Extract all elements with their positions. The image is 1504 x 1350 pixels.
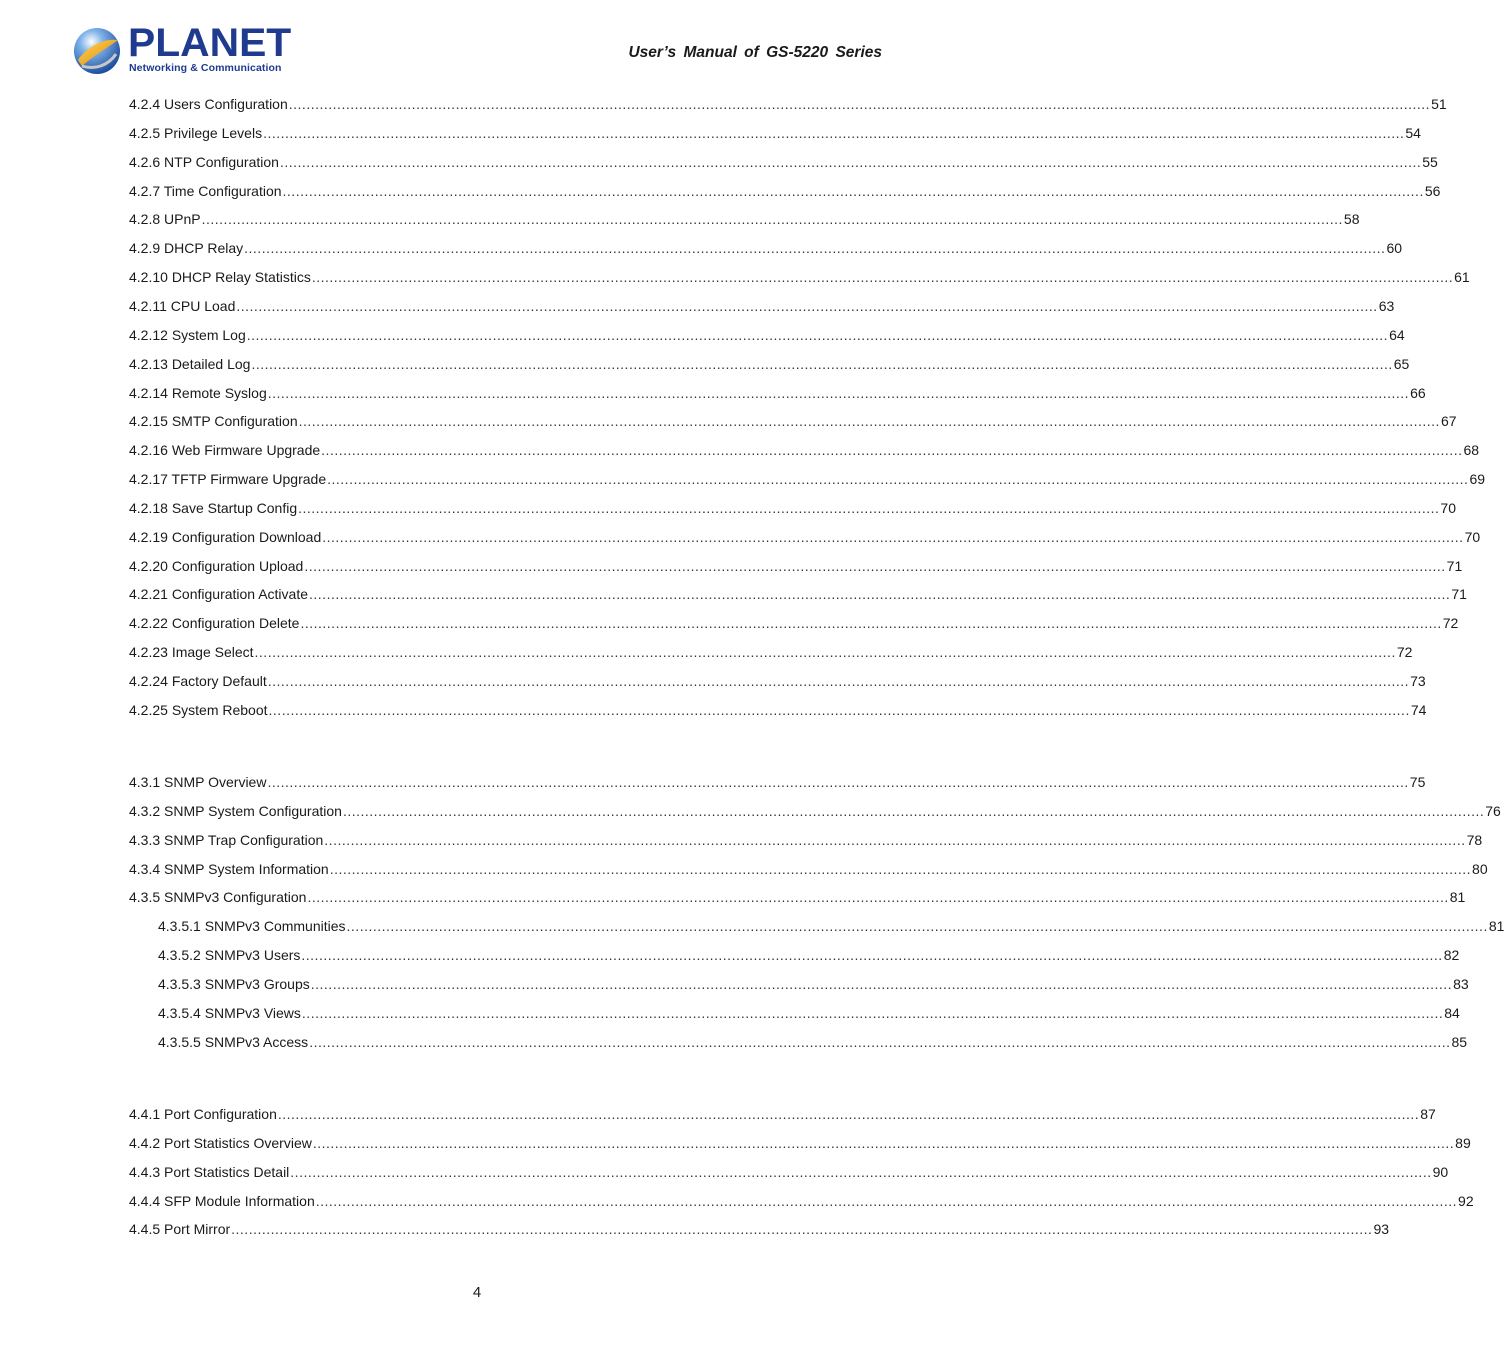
toc-entry-page: 75 <box>1409 774 1426 790</box>
toc-entry-page: 64 <box>1389 326 1405 343</box>
toc-entry-title: 4.2.5 Privilege Levels <box>129 124 263 141</box>
toc-entry-page: 56 <box>1424 182 1441 199</box>
toc-entry[interactable] <box>129 469 1486 489</box>
toc-entry-title: 4.3.4 SNMP System Information <box>129 860 329 877</box>
toc-leader-dots: .................................................................................................................................................................................................................................................................... <box>288 96 1431 112</box>
toc-entry-page: 78 <box>1466 831 1483 848</box>
toc-leader-dots: .................................................................................................................................................................................................................................................................... <box>322 528 1464 545</box>
toc-leader-dots: .................................................................................................................................................................................................................................................................... <box>312 1134 1455 1151</box>
toc-entry-title: 4.2.7 Time Configuration <box>129 182 282 199</box>
toc-entry-title: 4.3.5.3 SNMPv3 Groups <box>158 975 310 992</box>
toc-entry-title: 4.3.1 SNMP Overview <box>129 774 267 790</box>
globe-logo-icon <box>72 26 122 76</box>
toc-entry[interactable] <box>158 1003 1460 1023</box>
toc-entry-page: 92 <box>1458 1192 1474 1209</box>
toc-entry-page: 73 <box>1410 673 1426 689</box>
toc-entry-page: 70 <box>1440 499 1456 516</box>
toc-leader-dots: .................................................................................................................................................................................................................................................................... <box>298 413 1440 430</box>
toc-leader-dots: .................................................................................................................................................................................................................................................................... <box>254 644 1396 661</box>
toc-entry[interactable] <box>129 1133 1471 1153</box>
toc-entry-title: 4.3.5.5 SNMPv3 Access <box>158 1033 309 1050</box>
toc-entry-title: 4.4.4 SFP Module Information <box>129 1192 315 1209</box>
toc-entry[interactable] <box>129 801 1501 821</box>
toc-entry-title: 4.2.23 Image Select <box>129 644 254 661</box>
toc-entry[interactable] <box>129 94 1447 114</box>
toc-entry-page: 55 <box>1422 153 1438 170</box>
toc-leader-dots: .................................................................................................................................................................................................................................................................... <box>231 1221 1373 1238</box>
toc-entry[interactable] <box>129 700 1427 720</box>
page-number: 4 <box>472 1284 482 1301</box>
toc-entry-page: 83 <box>1453 975 1469 992</box>
toc-entry-page: 80 <box>1472 860 1488 877</box>
toc-entry[interactable] <box>129 296 1395 316</box>
toc-leader-dots: .................................................................................................................................................................................................................................................................... <box>321 442 1463 459</box>
toc-entry-title: 4.2.16 Web Firmware Upgrade <box>129 442 321 459</box>
toc-entry-page: 81 <box>1488 918 1504 935</box>
toc-leader-dots: .................................................................................................................................................................................................................................................................... <box>267 774 1409 790</box>
toc-entry[interactable] <box>129 123 1421 143</box>
toc-leader-dots: .................................................................................................................................................................................................................................................................... <box>298 499 1440 516</box>
toc-entry-page: 74 <box>1410 701 1427 718</box>
toc-entry-title: 4.2.13 Detailed Log <box>129 355 251 372</box>
toc-entry-page: 63 <box>1378 297 1395 314</box>
toc-entry[interactable] <box>129 613 1459 633</box>
toc-entry[interactable] <box>129 772 1426 792</box>
toc-entry-title: 4.2.22 Configuration Delete <box>129 615 300 632</box>
toc-leader-dots: .................................................................................................................................................................................................................................................................... <box>236 297 1378 314</box>
logo-tagline: Networking & Communication <box>129 62 282 74</box>
toc-leader-dots: .................................................................................................................................................................................................................................................................... <box>263 124 1405 141</box>
toc-entry[interactable] <box>129 152 1438 172</box>
toc-entry-title: 4.2.25 System Reboot <box>129 701 268 718</box>
toc-leader-dots: .................................................................................................................................................................................................................................................................... <box>342 802 1485 819</box>
toc-entry-page: 71 <box>1451 586 1467 603</box>
toc-leader-dots: .................................................................................................................................................................................................................................................................... <box>251 355 1393 372</box>
toc-entry[interactable] <box>158 974 1469 994</box>
toc-entry-title: 4.2.14 Remote Syslog <box>129 384 267 401</box>
toc-entry[interactable] <box>129 859 1488 879</box>
toc-entry[interactable] <box>129 209 1360 229</box>
toc-entry[interactable] <box>129 642 1413 662</box>
toc-entry-title: 4.3.3 SNMP Trap Configuration <box>129 831 324 848</box>
toc-leader-dots: .................................................................................................................................................................................................................................................................... <box>201 211 1343 228</box>
toc-leader-dots: .................................................................................................................................................................................................................................................................... <box>346 918 1488 935</box>
toc-entry[interactable] <box>158 1032 1468 1052</box>
toc-entry[interactable] <box>129 440 1480 460</box>
toc-entry[interactable] <box>129 830 1483 850</box>
toc-entry-page: 93 <box>1373 1221 1390 1238</box>
toc-entry[interactable] <box>129 238 1403 258</box>
toc-entry[interactable] <box>129 411 1457 431</box>
toc-leader-dots: .................................................................................................................................................................................................................................................................... <box>290 1163 1432 1180</box>
toc-entry-page: 89 <box>1455 1134 1471 1151</box>
toc-entry-title: 4.3.2 SNMP System Configuration <box>129 802 342 819</box>
toc-entry-page: 54 <box>1405 124 1421 141</box>
toc-leader-dots: .................................................................................................................................................................................................................................................................... <box>301 1004 1444 1021</box>
toc-entry-title: 4.3.5 SNMPv3 Configuration <box>129 889 307 906</box>
toc-entry-title: 4.2.17 TFTP Firmware Upgrade <box>129 471 327 488</box>
toc-entry-page: 81 <box>1449 889 1466 906</box>
toc-leader-dots: .................................................................................................................................................................................................................................................................... <box>311 269 1454 286</box>
toc-leader-dots: .................................................................................................................................................................................................................................................................... <box>244 240 1386 257</box>
toc-entry-page: 66 <box>1410 384 1426 401</box>
toc-entry-page: 84 <box>1444 1004 1460 1021</box>
toc-leader-dots: .................................................................................................................................................................................................................................................................... <box>315 1192 1458 1209</box>
toc-entry-page: 69 <box>1469 471 1486 488</box>
toc-entry-title: 4.2.21 Configuration Activate <box>129 586 309 603</box>
toc-entry-title: 4.2.20 Configuration Upload <box>129 557 304 574</box>
toc-entry-title: 4.4.2 Port Statistics Overview <box>129 1134 312 1151</box>
toc-entry-title: 4.2.10 DHCP Relay Statistics <box>129 269 311 286</box>
toc-entry[interactable] <box>129 887 1466 907</box>
toc-entry-title: 4.2.15 SMTP Configuration <box>129 413 298 430</box>
toc-entry-title: 4.2.12 System Log <box>129 326 246 343</box>
toc-entry[interactable] <box>129 1162 1449 1182</box>
toc-entry-title: 4.3.5.2 SNMPv3 Users <box>158 947 301 964</box>
toc-entry-page: 72 <box>1442 615 1459 632</box>
manual-title: User’s Manual of GS-5220 Series <box>628 44 882 61</box>
toc-leader-dots: .................................................................................................................................................................................................................................................................... <box>307 889 1449 906</box>
toc-entry-title: 4.3.5.4 SNMPv3 Views <box>158 1004 301 1021</box>
toc-entry-title: 4.2.19 Configuration Download <box>129 528 322 545</box>
toc-leader-dots: .................................................................................................................................................................................................................................................................... <box>301 947 1443 964</box>
toc-entry-title: 4.2.9 DHCP Relay <box>129 240 244 257</box>
toc-entry-page: 60 <box>1386 240 1403 257</box>
toc-entry[interactable] <box>129 383 1426 403</box>
toc-entry-page: 61 <box>1454 269 1470 286</box>
toc-leader-dots: .................................................................................................................................................................................................................................................................... <box>279 153 1422 170</box>
toc-entry-title: 4.2.24 Factory Default <box>129 673 267 689</box>
toc-leader-dots: .................................................................................................................................................................................................................................................................... <box>310 975 1453 992</box>
toc-entry-page: 85 <box>1451 1033 1468 1050</box>
toc-leader-dots: .................................................................................................................................................................................................................................................................... <box>309 586 1451 603</box>
toc-entry[interactable] <box>129 325 1405 345</box>
toc-entry-page: 51 <box>1431 96 1447 112</box>
toc-entry[interactable] <box>129 498 1456 518</box>
toc-entry-page: 72 <box>1396 644 1413 661</box>
toc-entry-page: 58 <box>1343 211 1360 228</box>
toc-entry-page: 70 <box>1464 528 1481 545</box>
toc-entry[interactable] <box>158 916 1504 936</box>
toc-entry-title: 4.2.18 Save Startup Config <box>129 499 298 516</box>
toc-leader-dots: .................................................................................................................................................................................................................................................................... <box>304 557 1446 574</box>
toc-entry[interactable] <box>129 354 1410 374</box>
toc-leader-dots: .................................................................................................................................................................................................................................................................... <box>327 471 1469 488</box>
toc-entry[interactable] <box>129 1219 1390 1239</box>
planet-logo <box>72 21 292 76</box>
toc-leader-dots: .................................................................................................................................................................................................................................................................... <box>277 1106 1420 1122</box>
toc-entry[interactable] <box>129 584 1467 604</box>
toc-entry[interactable] <box>129 267 1470 287</box>
toc-entry-page: 67 <box>1440 413 1457 430</box>
toc-entry-title: 4.2.8 UPnP <box>129 211 201 228</box>
toc-entry[interactable] <box>129 1104 1436 1124</box>
toc-entry-page: 90 <box>1432 1163 1449 1180</box>
toc-entry-page: 82 <box>1443 947 1460 964</box>
toc-entry-title: 4.4.1 Port Configuration <box>129 1106 277 1122</box>
toc-entry[interactable] <box>158 945 1460 965</box>
toc-leader-dots: .................................................................................................................................................................................................................................................................... <box>267 673 1410 689</box>
toc-entry[interactable] <box>129 556 1463 576</box>
toc-leader-dots: .................................................................................................................................................................................................................................................................... <box>268 701 1410 718</box>
toc-entry-page: 68 <box>1463 442 1480 459</box>
toc-entry-title: 4.2.11 CPU Load <box>129 297 236 314</box>
toc-entry-title: 4.4.5 Port Mirror <box>129 1221 231 1238</box>
toc-entry-page: 87 <box>1420 1106 1436 1122</box>
toc-leader-dots: .................................................................................................................................................................................................................................................................... <box>329 860 1472 877</box>
toc-leader-dots: .................................................................................................................................................................................................................................................................... <box>246 326 1389 343</box>
toc-entry-page: 76 <box>1485 802 1501 819</box>
toc-entry[interactable] <box>129 527 1481 547</box>
toc-leader-dots: .................................................................................................................................................................................................................................................................... <box>324 831 1466 848</box>
toc-entry-title: 4.2.4 Users Configuration <box>129 96 288 112</box>
toc-entry-page: 71 <box>1446 557 1463 574</box>
toc-entry[interactable] <box>129 671 1426 691</box>
toc-entry[interactable] <box>129 181 1441 201</box>
toc-leader-dots: .................................................................................................................................................................................................................................................................... <box>267 384 1410 401</box>
toc-leader-dots: .................................................................................................................................................................................................................................................................... <box>300 615 1442 632</box>
toc-leader-dots: .................................................................................................................................................................................................................................................................... <box>282 182 1424 199</box>
toc-entry-title: 4.4.3 Port Statistics Detail <box>129 1163 290 1180</box>
toc-leader-dots: .................................................................................................................................................................................................................................................................... <box>309 1033 1451 1050</box>
logo-wordmark: PLANET <box>128 21 292 65</box>
toc-entry-title: 4.2.6 NTP Configuration <box>129 153 279 170</box>
toc-entry[interactable] <box>129 1191 1474 1211</box>
toc-entry-page: 65 <box>1393 355 1410 372</box>
toc-entry-title: 4.3.5.1 SNMPv3 Communities <box>158 918 346 935</box>
